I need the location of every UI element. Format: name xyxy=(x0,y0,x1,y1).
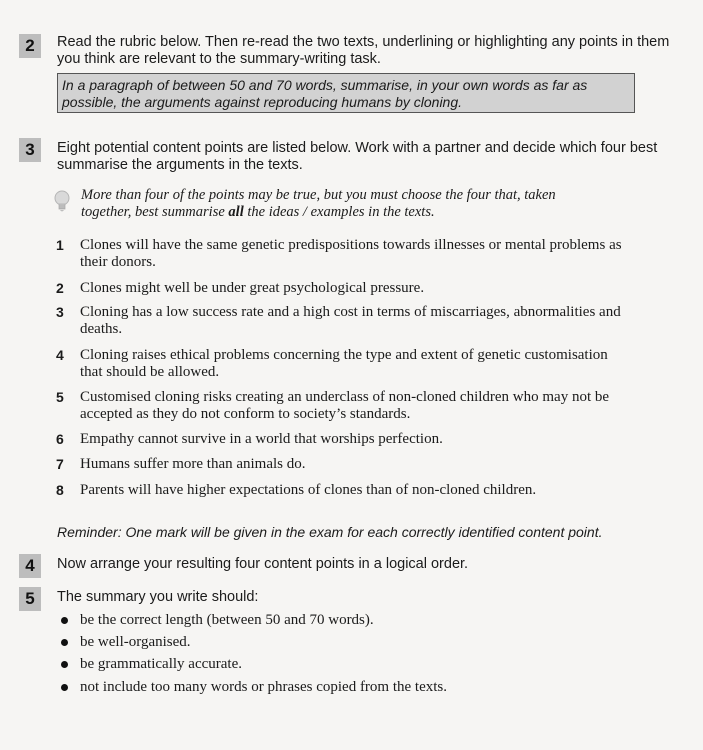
point-3-number: 3 xyxy=(56,304,64,320)
rubric-line-2: possible, the arguments against reproducing humans by cloning. xyxy=(62,93,463,110)
point-6-number: 6 xyxy=(56,431,64,447)
point-2-line-1: Clones might well be under great psychological pressure. xyxy=(80,280,425,296)
section-4-instruction: Now arrange your resulting four content points in a logical order. xyxy=(57,556,469,572)
point-4-line-1: Cloning raises ethical problems concerning the type and extent of genetic customisation xyxy=(80,347,608,363)
point-5-line-1: Customised cloning risks creating an underclass of non-cloned children who may not be xyxy=(80,389,610,405)
point-6-line-1: Empathy cannot survive in a world that worships perfection. xyxy=(80,431,443,447)
criteria-item-3: be grammatically accurate. xyxy=(80,656,242,672)
point-2-text xyxy=(80,280,684,297)
criteria-item-4: not include too many words or phrases copied from the texts. xyxy=(80,679,448,695)
reminder-note: Reminder: One mark will be given in the exam for each correctly identified content point. xyxy=(57,524,603,540)
lightbulb-icon xyxy=(54,190,70,214)
section-2-number: 2 xyxy=(19,34,41,58)
bullet-dot xyxy=(61,639,68,646)
tip-text xyxy=(81,187,681,221)
bullet-dot xyxy=(61,617,68,624)
point-5-line-2: accepted as they do not conform to society’s standards. xyxy=(80,406,411,422)
section-3-instruction-line-2: summarise the arguments in the texts. xyxy=(57,157,303,173)
tip-line-2-start: together, best summarise xyxy=(81,204,229,220)
point-3-line-2: deaths. xyxy=(80,321,123,337)
section-2-instruction-line-1: Read the rubric below. Then re-read the two texts, underlining or highlighting any points in them xyxy=(57,34,670,50)
tip-line-2 xyxy=(81,204,681,221)
point-2-number: 2 xyxy=(56,280,64,296)
point-8-line-1: Parents will have higher expectations of clones than of non-cloned children. xyxy=(80,482,537,498)
point-1-number: 1 xyxy=(56,237,64,253)
point-5-number: 5 xyxy=(56,389,64,405)
point-7-number: 7 xyxy=(56,456,64,472)
section-5-number: 5 xyxy=(19,587,41,611)
criteria-item-1: be the correct length (between 50 and 70 words). xyxy=(80,612,374,628)
point-5-text xyxy=(80,389,684,423)
section-3-instruction-line-1: Eight potential content points are listed below. Work with a partner and decide which four best xyxy=(57,140,658,156)
criteria-item-2: be well-organised. xyxy=(80,634,191,650)
point-7-line-1: Humans suffer more than animals do. xyxy=(80,456,306,472)
point-4-text xyxy=(80,347,684,381)
point-7-text xyxy=(80,456,684,473)
rubric-line-1: In a paragraph of between 50 and 70 words, summarise, in your own words as far as xyxy=(62,77,588,93)
point-4-number: 4 xyxy=(56,347,64,363)
bullet-dot xyxy=(61,661,68,668)
point-8-number: 8 xyxy=(56,482,64,498)
point-1-line-1: Clones will have the same genetic predispositions towards illnesses or mental problems as xyxy=(80,237,622,253)
point-1-line-2: their donors. xyxy=(80,254,156,270)
section-5-intro: The summary you write should: xyxy=(57,589,259,605)
point-3-line-1: Cloning has a low success rate and a high cost in terms of miscarriages, abnormalities and xyxy=(80,304,621,320)
section-4-number: 4 xyxy=(19,554,41,578)
point-3-text xyxy=(80,304,684,338)
tip-line-1: More than four of the points may be true, but you must choose the four that, taken xyxy=(81,187,556,203)
bullet-dot xyxy=(61,684,68,691)
section-2-instruction-line-2: you think are relevant to the summary-writing task. xyxy=(57,51,381,67)
section-3-number: 3 xyxy=(19,138,41,162)
tip-emphasis: all xyxy=(228,204,244,220)
point-4-line-2: that should be allowed. xyxy=(80,364,220,380)
point-6-text xyxy=(80,431,684,448)
rubric-box xyxy=(57,73,635,113)
tip-line-2-end: the ideas / examples in the texts. xyxy=(243,204,435,220)
point-8-text xyxy=(80,482,684,499)
point-1-text xyxy=(80,237,684,271)
